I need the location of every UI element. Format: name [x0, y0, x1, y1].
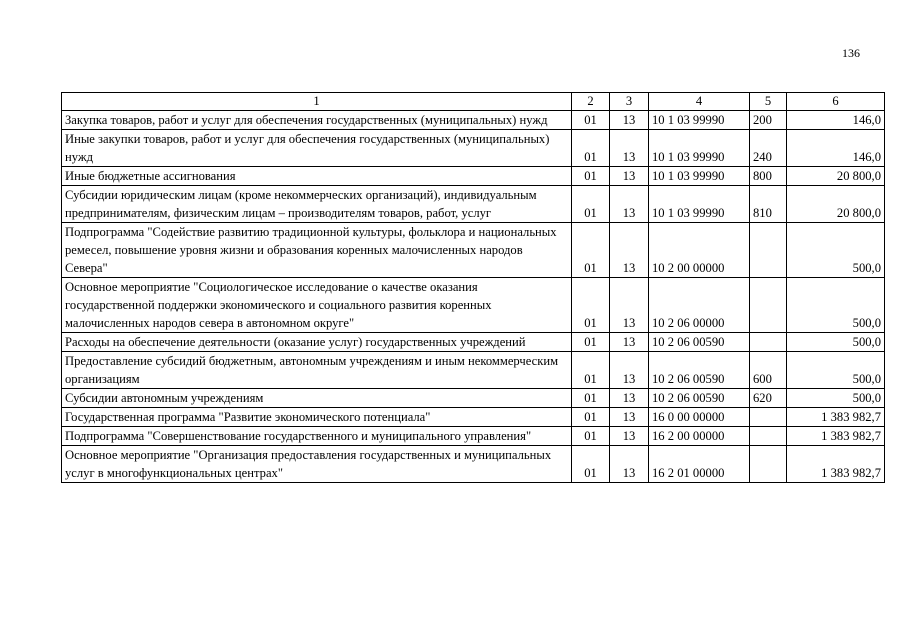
expense-type-cell: [750, 333, 787, 352]
subsection-cell: 13: [610, 223, 649, 278]
section-cell: 01: [572, 223, 610, 278]
expense-type-cell: [750, 427, 787, 446]
column-header-3: 3: [610, 93, 649, 111]
table-row: [62, 223, 885, 278]
amount-cell: 500,0: [787, 352, 885, 389]
section-cell: 01: [572, 333, 610, 352]
section-cell: 01: [572, 446, 610, 483]
target-article-cell: 10 2 06 00590: [649, 333, 750, 352]
amount-cell: 500,0: [787, 333, 885, 352]
expense-type-cell: 600: [750, 352, 787, 389]
column-header-6: 6: [787, 93, 885, 111]
table-row: [62, 130, 885, 167]
page-number: 136: [842, 46, 860, 60]
subsection-cell: 13: [610, 186, 649, 223]
target-article-cell: 10 2 00 00000: [649, 223, 750, 278]
amount-cell: 1 383 982,7: [787, 446, 885, 483]
row-name-cell: Иные бюджетные ассигнования: [62, 167, 572, 186]
section-cell: 01: [572, 427, 610, 446]
section-cell: 01: [572, 186, 610, 223]
amount-cell: 1 383 982,7: [787, 408, 885, 427]
row-name-cell: Субсидии автономным учреждениям: [62, 389, 572, 408]
expense-type-cell: [750, 223, 787, 278]
subsection-cell: 13: [610, 427, 649, 446]
amount-cell: 20 800,0: [787, 186, 885, 223]
target-article-cell: 10 1 03 99990: [649, 130, 750, 167]
subsection-cell: 13: [610, 167, 649, 186]
target-article-cell: 10 2 06 00590: [649, 389, 750, 408]
subsection-cell: 13: [610, 130, 649, 167]
table-row: [62, 333, 885, 352]
table-row: [62, 167, 885, 186]
table-header-row: [62, 93, 885, 111]
expense-type-cell: [750, 278, 787, 333]
subsection-cell: 13: [610, 352, 649, 389]
table-row: [62, 111, 885, 130]
subsection-cell: 13: [610, 111, 649, 130]
row-name-cell: Закупка товаров, работ и услуг для обеспечения государственных (муниципальных) нужд: [62, 111, 572, 130]
expense-type-cell: 200: [750, 111, 787, 130]
target-article-cell: 10 2 06 00000: [649, 278, 750, 333]
amount-cell: 500,0: [787, 223, 885, 278]
row-name-cell: Расходы на обеспечение деятельности (оказание услуг) государственных учреждений: [62, 333, 572, 352]
subsection-cell: 13: [610, 408, 649, 427]
column-header-5: 5: [750, 93, 787, 111]
target-article-cell: 10 1 03 99990: [649, 186, 750, 223]
expense-type-cell: [750, 408, 787, 427]
column-header-2: 2: [572, 93, 610, 111]
amount-cell: 500,0: [787, 389, 885, 408]
table-row: [62, 389, 885, 408]
subsection-cell: 13: [610, 278, 649, 333]
row-name-cell: Основное мероприятие "Организация предоставления государственных и муниципальных услуг в многофункциональных центрах": [62, 446, 572, 483]
target-article-cell: 10 2 06 00590: [649, 352, 750, 389]
amount-cell: 1 383 982,7: [787, 427, 885, 446]
target-article-cell: 16 0 00 00000: [649, 408, 750, 427]
expense-type-cell: 240: [750, 130, 787, 167]
row-name-cell: Основное мероприятие "Социологическое исследование о качестве оказания государственной поддержки экономического и социального развития коренных малочисленных народов севера в автономном округе": [62, 278, 572, 333]
expense-type-cell: 810: [750, 186, 787, 223]
table-row: [62, 352, 885, 389]
amount-cell: 146,0: [787, 130, 885, 167]
expense-type-cell: 620: [750, 389, 787, 408]
row-name-cell: Предоставление субсидий бюджетным, автономным учреждениям и иным некоммерческим организациям: [62, 352, 572, 389]
amount-cell: 500,0: [787, 278, 885, 333]
target-article-cell: 10 1 03 99990: [649, 167, 750, 186]
amount-cell: 20 800,0: [787, 167, 885, 186]
row-name-cell: Иные закупки товаров, работ и услуг для обеспечения государственных (муниципальных) нужд: [62, 130, 572, 167]
row-name-cell: Субсидии юридическим лицам (кроме некоммерческих организаций), индивидуальным предпринимателям, физическим лицам – производителям товаров, работ, услуг: [62, 186, 572, 223]
row-name-cell: Подпрограмма "Совершенствование государственного и муниципального управления": [62, 427, 572, 446]
budget-table: [61, 92, 885, 483]
subsection-cell: 13: [610, 389, 649, 408]
table-row: [62, 427, 885, 446]
table-row: [62, 278, 885, 333]
table-row: [62, 446, 885, 483]
target-article-cell: 16 2 01 00000: [649, 446, 750, 483]
target-article-cell: 10 1 03 99990: [649, 111, 750, 130]
section-cell: 01: [572, 130, 610, 167]
row-name-cell: Государственная программа "Развитие экономического потенциала": [62, 408, 572, 427]
amount-cell: 146,0: [787, 111, 885, 130]
section-cell: 01: [572, 352, 610, 389]
table-row: [62, 408, 885, 427]
expense-type-cell: 800: [750, 167, 787, 186]
target-article-cell: 16 2 00 00000: [649, 427, 750, 446]
column-header-4: 4: [649, 93, 750, 111]
section-cell: 01: [572, 408, 610, 427]
section-cell: 01: [572, 278, 610, 333]
section-cell: 01: [572, 389, 610, 408]
column-header-1: 1: [62, 93, 572, 111]
subsection-cell: 13: [610, 333, 649, 352]
section-cell: 01: [572, 111, 610, 130]
table-row: [62, 186, 885, 223]
expense-type-cell: [750, 446, 787, 483]
row-name-cell: Подпрограмма "Содействие развитию традиционной культуры, фольклора и национальных ремесел, повышение уровня жизни и образования коренных малочисленных народов Севера": [62, 223, 572, 278]
subsection-cell: 13: [610, 446, 649, 483]
section-cell: 01: [572, 167, 610, 186]
